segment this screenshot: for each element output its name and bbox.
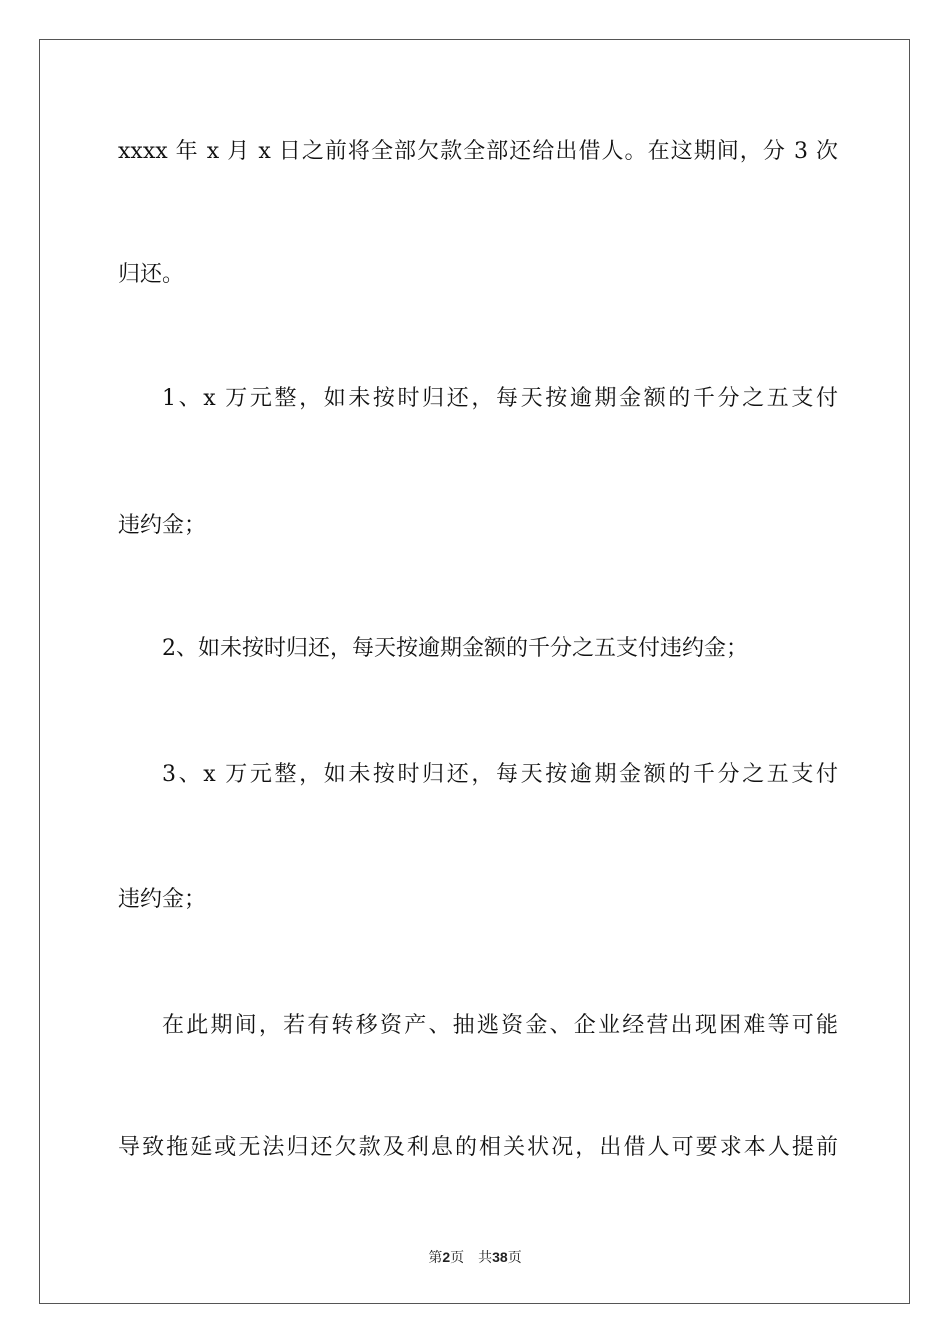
text-line: 1、x 万元整，如未按时归还，每天按逾期金额的千分之五支付 xyxy=(162,386,838,411)
text-line: 违约金； xyxy=(118,513,207,538)
text-line: xxxx 年 x 月 x 日之前将全部欠款全部还给出借人。在这期间，分 3 次 xyxy=(118,139,838,164)
page-number-label: 第2页 xyxy=(428,1249,465,1266)
text-line: 违约金； xyxy=(118,887,207,912)
text-line: 在此期间，若有转移资产、抽逃资金、企业经营出现困难等可能 xyxy=(162,1013,838,1038)
text-line: 导致拖延或无法归还欠款及利息的相关状况，出借人可要求本人提前 xyxy=(118,1135,838,1160)
total-pages-label: 共38页 xyxy=(478,1249,522,1266)
page-border xyxy=(39,39,910,1304)
text-line: 2、如未按时归还，每天按逾期金额的千分之五支付违约金； xyxy=(162,636,748,661)
page-footer xyxy=(0,1247,950,1267)
text-line: 3、x 万元整，如未按时归还，每天按逾期金额的千分之五支付 xyxy=(162,762,838,787)
text-line: 归还。 xyxy=(118,262,185,287)
